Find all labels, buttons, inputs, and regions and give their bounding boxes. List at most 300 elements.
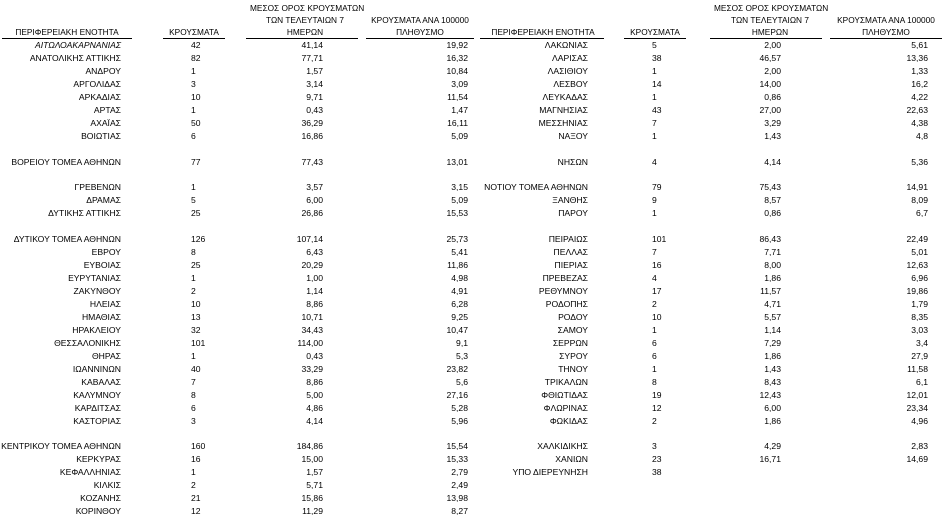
region-name-cell: ΑΡΤΑΣ <box>93 104 121 115</box>
table-row <box>478 298 950 311</box>
region-name-cell: ΦΛΩΡΙΝΑΣ <box>543 402 588 413</box>
cases-cell: 38 <box>652 467 662 478</box>
table-row <box>0 298 480 311</box>
avg-7day-cell: 5,00 <box>306 389 323 400</box>
avg-7day-cell: 46,57 <box>759 52 781 63</box>
table-row <box>478 233 950 246</box>
avg-7day-cell: 1,14 <box>764 324 781 335</box>
avg-7day-cell: 4,29 <box>764 441 781 452</box>
avg-7day-cell: 86,43 <box>759 234 781 245</box>
region-name-cell: ΖΑΚΥΝΘΟΥ <box>73 286 121 297</box>
region-name-cell: ΦΩΚΙΔΑΣ <box>549 415 588 426</box>
table-row <box>478 389 950 402</box>
region-name-cell: ΒΟΙΩΤΙΑΣ <box>81 130 121 141</box>
region-name-cell: ΗΡΑΚΛΕΙΟΥ <box>72 324 121 335</box>
per-100k-cell: 10,47 <box>446 324 468 335</box>
table-row <box>478 453 950 466</box>
table-row <box>478 181 950 194</box>
per-100k-cell: 23,82 <box>446 363 468 374</box>
cases-cell: 6 <box>652 350 657 361</box>
avg-7day-cell: 1,00 <box>306 273 323 284</box>
cases-cell: 12 <box>652 402 662 413</box>
avg-7day-cell: 0,86 <box>764 208 781 219</box>
avg-7day-cell: 5,71 <box>306 480 323 491</box>
region-name-cell: ΚΕΦΑΛΛΗΝΙΑΣ <box>59 467 121 478</box>
region-name-cell: ΝΑΞΟΥ <box>558 130 588 141</box>
region-name-cell: ΚΕΡΚΥΡΑΣ <box>76 454 121 465</box>
avg-7day-cell: 12,43 <box>759 389 781 400</box>
per-100k-cell: 9,25 <box>451 311 468 322</box>
per-100k-cell: 2,79 <box>451 467 468 478</box>
cases-cell: 1 <box>652 208 657 219</box>
avg-7day-cell: 107,14 <box>296 234 323 245</box>
cases-cell: 1 <box>652 324 657 335</box>
per-100k-cell: 4,98 <box>451 273 468 284</box>
cases-cell: 1 <box>652 363 657 374</box>
region-name-cell: ΛΑΣΙΘΙΟΥ <box>547 65 588 76</box>
per-100k-cell: 13,98 <box>446 493 468 504</box>
cases-cell: 19 <box>652 389 662 400</box>
per-100k-cell: 16,11 <box>447 117 468 128</box>
cases-cell: 16 <box>191 454 201 465</box>
cases-cell: 82 <box>191 52 201 63</box>
avg-7day-cell: 1,57 <box>306 467 323 478</box>
table-row <box>0 440 480 453</box>
per-100k-cell: 5,61 <box>911 40 928 50</box>
avg-7day-cell: 2,00 <box>764 65 781 76</box>
cases-cell: 1 <box>191 182 196 193</box>
region-name-cell: ΕΥΡΥΤΑΝΙΑΣ <box>68 273 121 284</box>
region-name-cell: ΠΕΙΡΑΙΩΣ <box>548 234 588 245</box>
cases-cell: 2 <box>652 415 657 426</box>
cases-cell: 1 <box>652 130 657 141</box>
region-name-cell: ΜΕΣΣΗΝΙΑΣ <box>538 117 588 128</box>
table-row <box>0 233 480 246</box>
region-name-cell: ΧΑΝΙΩΝ <box>555 454 588 465</box>
cases-cell: 25 <box>191 208 201 219</box>
region-name-cell: ΡΟΔΟΥ <box>558 311 588 322</box>
avg-7day-cell: 7,71 <box>764 247 781 258</box>
table-row <box>0 91 480 104</box>
per-100k-cell: 6,28 <box>451 299 468 309</box>
avg-7day-cell: 0,43 <box>306 104 323 115</box>
table-row <box>478 466 950 479</box>
avg-7day-cell: 0,86 <box>764 91 781 102</box>
avg-7day-cell: 8,00 <box>764 260 781 271</box>
per-100k-cell: 5,96 <box>451 415 468 426</box>
avg-7day-cell: 75,43 <box>759 182 781 193</box>
avg-7day-cell: 8,57 <box>764 195 781 206</box>
table-row <box>0 117 480 130</box>
header-avg-left: ΜΕΣΟΣ ΟΡΟΣ ΚΡΟΥΣΜΑΤΩΝ ΤΩΝ ΤΕΛΕΥΤΑΙΩΝ 7 ΗΜΕΡΩΝ <box>250 3 365 37</box>
table-row <box>0 181 480 194</box>
cases-cell: 16 <box>652 260 662 271</box>
cases-cell: 1 <box>191 104 196 115</box>
per-100k-cell: 15,54 <box>446 441 468 452</box>
table-row <box>0 453 480 466</box>
table-row <box>0 505 480 518</box>
avg-7day-cell: 0,43 <box>306 350 323 361</box>
region-name-cell: ΜΑΓΝΗΣΙΑΣ <box>539 104 588 115</box>
per-100k-cell: 15,33 <box>446 454 468 465</box>
cases-cell: 3 <box>652 441 657 452</box>
avg-7day-cell: 1,86 <box>764 273 781 284</box>
avg-7day-cell: 3,29 <box>764 117 781 128</box>
table-row <box>0 156 480 169</box>
avg-7day-cell: 9,71 <box>306 91 323 102</box>
per-100k-cell: 3,15 <box>451 182 468 193</box>
per-100k-cell: 16,2 <box>911 78 928 89</box>
region-name-cell: ΒΟΡΕΙΟΥ ΤΟΜΕΑ ΑΘΗΝΩΝ <box>11 156 121 167</box>
avg-7day-cell: 27,00 <box>759 104 781 115</box>
avg-7day-cell: 1,43 <box>764 363 781 374</box>
per-100k-cell: 8,09 <box>911 195 928 206</box>
table-row <box>0 272 480 285</box>
avg-7day-cell: 4,71 <box>764 299 781 309</box>
avg-7day-cell: 184,86 <box>296 441 323 452</box>
cases-cell: 4 <box>652 273 657 284</box>
region-name-cell: ΘΕΣΣΑΛΟΝΙΚΗΣ <box>54 337 121 348</box>
cases-cell: 6 <box>191 402 196 413</box>
table-row <box>0 194 480 207</box>
per-100k-cell: 12,63 <box>906 260 928 271</box>
region-name-cell: ΘΗΡΑΣ <box>91 350 121 361</box>
region-name-cell: ΦΘΙΩΤΙΔΑΣ <box>541 389 588 400</box>
cases-cell: 2 <box>191 286 196 297</box>
region-name-cell: ΞΑΝΘΗΣ <box>552 195 588 206</box>
avg-7day-cell: 8,86 <box>306 299 323 309</box>
region-name-cell: ΙΩΑΝΝΙΝΩΝ <box>72 363 121 374</box>
avg-7day-cell: 6,00 <box>764 402 781 413</box>
cases-cell: 1 <box>191 350 196 361</box>
avg-7day-cell: 16,71 <box>759 454 781 465</box>
table-row <box>478 194 950 207</box>
cases-cell: 17 <box>652 286 662 297</box>
region-name-cell: ΚΑΣΤΟΡΙΑΣ <box>73 415 121 426</box>
cases-cell: 1 <box>191 273 196 284</box>
table-row <box>0 311 480 324</box>
table-row <box>0 415 480 428</box>
per-100k-cell: 15,53 <box>446 208 468 219</box>
avg-7day-cell: 20,29 <box>301 260 323 271</box>
per-100k-cell: 4,38 <box>911 117 928 128</box>
header-avg-right: ΜΕΣΟΣ ΟΡΟΣ ΚΡΟΥΣΜΑΤΩΝ ΤΩΝ ΤΕΛΕΥΤΑΙΩΝ 7 ΗΜΕΡΩΝ <box>714 3 829 37</box>
per-100k-cell: 19,86 <box>906 286 928 297</box>
cases-cell: 126 <box>191 234 206 245</box>
cases-cell: 1 <box>652 91 657 102</box>
cases-cell: 8 <box>191 389 196 400</box>
region-name-cell: ΑΡΚΑΔΙΑΣ <box>78 91 121 102</box>
table-row <box>478 91 950 104</box>
avg-7day-cell: 77,71 <box>301 52 323 63</box>
avg-7day-cell: 1,86 <box>764 350 781 361</box>
avg-7day-cell: 16,86 <box>301 130 323 141</box>
per-100k-cell: 5,01 <box>911 247 928 258</box>
cases-cell: 8 <box>191 247 196 258</box>
region-name-cell: ΗΛΕΙΑΣ <box>89 299 121 309</box>
avg-7day-cell: 3,14 <box>306 78 323 89</box>
avg-7day-cell: 8,43 <box>764 376 781 387</box>
cases-cell: 6 <box>652 337 657 348</box>
table-row <box>478 207 950 220</box>
per-100k-cell: 5,6 <box>456 376 468 387</box>
table-row <box>478 415 950 428</box>
per-100k-cell: 23,34 <box>906 402 928 413</box>
table-row <box>0 285 480 298</box>
per-100k-cell: 10,84 <box>446 65 468 76</box>
region-name-cell: ΛΕΥΚΑΔΑΣ <box>542 91 588 102</box>
cases-cell: 10 <box>652 311 662 322</box>
region-name-cell: ΤΗΝΟΥ <box>558 363 588 374</box>
per-100k-cell: 14,69 <box>906 454 928 465</box>
table-row <box>478 78 950 91</box>
table-row <box>478 440 950 453</box>
per-100k-cell: 5,36 <box>911 156 928 167</box>
per-100k-cell: 3,03 <box>911 324 928 335</box>
header-cases-left: ΚΡΟΥΣΜΑΤΑ <box>169 27 219 37</box>
avg-7day-cell: 4,14 <box>764 156 781 167</box>
avg-7day-cell: 33,29 <box>301 363 323 374</box>
cases-cell: 6 <box>191 130 196 141</box>
per-100k-cell: 16,32 <box>446 52 468 63</box>
table-row <box>478 363 950 376</box>
per-100k-cell: 3,4 <box>916 337 928 348</box>
cases-cell: 160 <box>191 441 206 452</box>
table-row <box>0 324 480 337</box>
region-name-cell: ΕΒΡΟΥ <box>91 247 121 258</box>
per-100k-cell: 5,28 <box>451 402 468 413</box>
per-100k-cell: 1,33 <box>911 65 928 76</box>
table-row <box>0 104 480 117</box>
table-row <box>478 337 950 350</box>
table-row <box>478 117 950 130</box>
avg-7day-cell: 5,57 <box>764 311 781 322</box>
table-row <box>478 52 950 65</box>
cases-cell: 13 <box>191 311 201 322</box>
avg-7day-cell: 114,00 <box>297 337 323 348</box>
per-100k-cell: 13,36 <box>906 52 928 63</box>
region-name-cell: ΔΥΤΙΚΟΥ ΤΟΜΕΑ ΑΘΗΝΩΝ <box>13 234 121 245</box>
avg-7day-cell: 14,00 <box>759 78 781 89</box>
avg-7day-cell: 15,00 <box>301 454 323 465</box>
cases-cell: 1 <box>191 467 196 478</box>
avg-7day-cell: 1,14 <box>306 286 323 297</box>
header-per-left: ΚΡΟΥΣΜΑΤΑ ΑΝΑ 100000 ΠΛΗΘΥΣΜΟ <box>371 15 469 37</box>
table-row <box>478 311 950 324</box>
cases-cell: 5 <box>652 40 657 50</box>
avg-7day-cell: 1,43 <box>764 130 781 141</box>
table-row <box>478 376 950 389</box>
cases-cell: 3 <box>191 78 196 89</box>
per-100k-cell: 22,63 <box>906 104 928 115</box>
per-100k-cell: 22,49 <box>906 234 928 245</box>
per-100k-cell: 5,41 <box>451 247 468 258</box>
region-name-cell: ΚΑΛΥΜΝΟΥ <box>73 389 121 400</box>
table-row <box>478 324 950 337</box>
avg-7day-cell: 11,57 <box>760 286 781 297</box>
table-row <box>0 78 480 91</box>
region-name-cell: ΔΥΤΙΚΗΣ ΑΤΤΙΚΗΣ <box>48 208 121 219</box>
per-100k-cell: 4,96 <box>911 415 928 426</box>
table-row <box>478 259 950 272</box>
table-row <box>0 337 480 350</box>
per-100k-cell: 4,8 <box>916 130 928 141</box>
cases-cell: 23 <box>652 454 662 465</box>
table-row <box>478 350 950 363</box>
table-row <box>0 65 480 78</box>
region-name-cell: ΛΑΚΩΝΙΑΣ <box>544 40 588 50</box>
avg-7day-cell: 6,43 <box>306 247 323 258</box>
region-name-cell: ΚΕΝΤΡΙΚΟΥ ΤΟΜΕΑ ΑΘΗΝΩΝ <box>1 441 121 452</box>
table-row <box>0 479 480 492</box>
table-row <box>0 492 480 505</box>
region-name-cell: ΠΕΛΛΑΣ <box>553 247 588 258</box>
table-row <box>478 246 950 259</box>
per-100k-cell: 6,7 <box>916 208 928 219</box>
table-row <box>0 39 480 52</box>
cases-cell: 10 <box>191 91 201 102</box>
per-100k-cell: 12,01 <box>906 389 928 400</box>
region-name-cell: ΔΡΑΜΑΣ <box>86 195 121 206</box>
avg-7day-cell: 6,00 <box>306 195 323 206</box>
cases-cell: 21 <box>191 493 201 504</box>
cases-cell: 38 <box>652 52 662 63</box>
cases-cell: 32 <box>191 324 201 335</box>
region-name-cell: ΚΟΖΑΝΗΣ <box>80 493 121 504</box>
region-name-cell: ΣΑΜΟΥ <box>557 324 588 335</box>
per-100k-cell: 27,16 <box>446 389 468 400</box>
table-row <box>0 389 480 402</box>
avg-7day-cell: 26,86 <box>301 208 323 219</box>
table-row <box>0 376 480 389</box>
cases-cell: 101 <box>191 337 206 348</box>
cases-cell: 14 <box>652 78 662 89</box>
region-name-cell: ΣΕΡΡΩΝ <box>552 337 588 348</box>
table-row <box>0 52 480 65</box>
per-100k-cell: 11,54 <box>447 91 468 102</box>
region-name-cell: ΠΙΕΡΙΑΣ <box>554 260 588 271</box>
region-name-cell: ΥΠΟ ΔΙΕΡΕΥΝΗΣΗ <box>512 467 588 478</box>
table-row <box>478 272 950 285</box>
per-100k-cell: 5,3 <box>456 350 468 361</box>
avg-7day-cell: 4,14 <box>306 415 323 426</box>
avg-7day-cell: 15,86 <box>301 493 323 504</box>
region-name-cell: ΠΑΡΟΥ <box>558 208 588 219</box>
cases-cell: 9 <box>652 195 657 206</box>
region-name-cell: ΠΡΕΒΕΖΑΣ <box>542 273 588 284</box>
region-name-cell: ΑΝΑΤΟΛΙΚΗΣ ΑΤΤΙΚΗΣ <box>29 52 121 63</box>
per-100k-cell: 11,86 <box>447 260 468 271</box>
table-row <box>478 130 950 143</box>
avg-7day-cell: 10,71 <box>301 311 323 322</box>
cases-cell: 43 <box>652 104 662 115</box>
per-100k-cell: 5,09 <box>451 195 468 206</box>
region-name-cell: ΚΑΒΑΛΑΣ <box>81 376 121 387</box>
avg-7day-cell: 11,29 <box>302 506 323 517</box>
table-row <box>478 402 950 415</box>
header-region-left: ΠΕΡΙΦΕΡΕΙΑΚΗ ΕΝΟΤΗΤΑ <box>15 27 119 37</box>
cases-cell: 79 <box>652 182 662 193</box>
region-name-cell: ΛΕΣΒΟΥ <box>553 78 588 89</box>
cases-cell: 77 <box>191 156 201 167</box>
cases-cell: 4 <box>652 156 657 167</box>
cases-cell: 12 <box>191 506 201 517</box>
per-100k-cell: 8,27 <box>451 506 468 517</box>
table-row <box>0 246 480 259</box>
region-name-cell: ΧΑΛΚΙΔΙΚΗΣ <box>537 441 588 452</box>
region-name-cell: ΝΗΣΩΝ <box>557 156 588 167</box>
per-100k-cell: 27,9 <box>911 350 928 361</box>
per-100k-cell: 6,96 <box>911 273 928 284</box>
per-100k-cell: 14,91 <box>906 182 928 193</box>
region-name-cell: ΝΟΤΙΟΥ ΤΟΜΕΑ ΑΘΗΝΩΝ <box>484 182 588 193</box>
table-row <box>0 363 480 376</box>
per-100k-cell: 9,1 <box>456 337 468 348</box>
region-name-cell: ΤΡΙΚΑΛΩΝ <box>544 376 588 387</box>
per-100k-cell: 25,73 <box>446 234 468 245</box>
region-name-cell: ΡΟΔΟΠΗΣ <box>545 299 588 309</box>
avg-7day-cell: 34,43 <box>301 324 323 335</box>
table-row <box>478 285 950 298</box>
table-row <box>0 259 480 272</box>
table-row <box>0 402 480 415</box>
region-name-cell: ΑΧΑΪΑΣ <box>90 117 121 128</box>
region-name-cell: ΛΑΡΙΣΑΣ <box>552 52 588 63</box>
cases-cell: 5 <box>191 195 196 206</box>
table-row <box>0 207 480 220</box>
region-name-cell: ΣΥΡΟΥ <box>559 350 588 361</box>
cases-cell: 101 <box>652 234 667 245</box>
avg-7day-cell: 41,14 <box>301 40 323 50</box>
per-100k-cell: 6,1 <box>916 376 928 387</box>
cases-cell: 25 <box>191 260 201 271</box>
cases-cell: 42 <box>191 40 201 50</box>
avg-7day-cell: 2,00 <box>764 40 781 50</box>
per-100k-cell: 8,35 <box>911 311 928 322</box>
cases-cell: 10 <box>191 299 201 309</box>
region-name-cell: ΓΡΕΒΕΝΩΝ <box>74 182 121 193</box>
per-100k-cell: 13,01 <box>446 156 468 167</box>
cases-cell: 2 <box>652 299 657 309</box>
per-100k-cell: 2,49 <box>451 480 468 491</box>
avg-7day-cell: 3,57 <box>306 182 323 193</box>
table-row <box>0 130 480 143</box>
cases-cell: 2 <box>191 480 196 491</box>
avg-7day-cell: 8,86 <box>306 376 323 387</box>
region-name-cell: ΚΟΡΙΝΘΟΥ <box>75 506 121 517</box>
per-100k-cell: 1,79 <box>911 299 928 309</box>
avg-7day-cell: 7,29 <box>764 337 781 348</box>
cases-cell: 1 <box>191 65 196 76</box>
avg-7day-cell: 4,86 <box>306 402 323 413</box>
region-name-cell: ΗΜΑΘΙΑΣ <box>81 311 121 322</box>
region-name-cell: ΑΙΤΩΛΟΑΚΑΡΝΑΝΙΑΣ <box>35 40 121 50</box>
per-100k-cell: 1,47 <box>451 104 468 115</box>
avg-7day-cell: 77,43 <box>301 156 323 167</box>
header-region-right: ΠΕΡΙΦΕΡΕΙΑΚΗ ΕΝΟΤΗΤΑ <box>491 27 595 37</box>
table-row <box>478 65 950 78</box>
cases-cell: 50 <box>191 117 201 128</box>
table-row <box>478 156 950 169</box>
per-100k-cell: 19,92 <box>446 40 468 50</box>
region-name-cell: ΚΑΡΔΙΤΣΑΣ <box>74 402 121 413</box>
per-100k-cell: 11,58 <box>907 363 928 374</box>
region-name-cell: ΑΡΓΟΛΙΔΑΣ <box>73 78 121 89</box>
cases-cell: 1 <box>652 65 657 76</box>
region-name-cell: ΑΝΔΡΟΥ <box>85 65 121 76</box>
cases-cell: 7 <box>652 247 657 258</box>
region-name-cell: ΕΥΒΟΙΑΣ <box>83 260 121 271</box>
